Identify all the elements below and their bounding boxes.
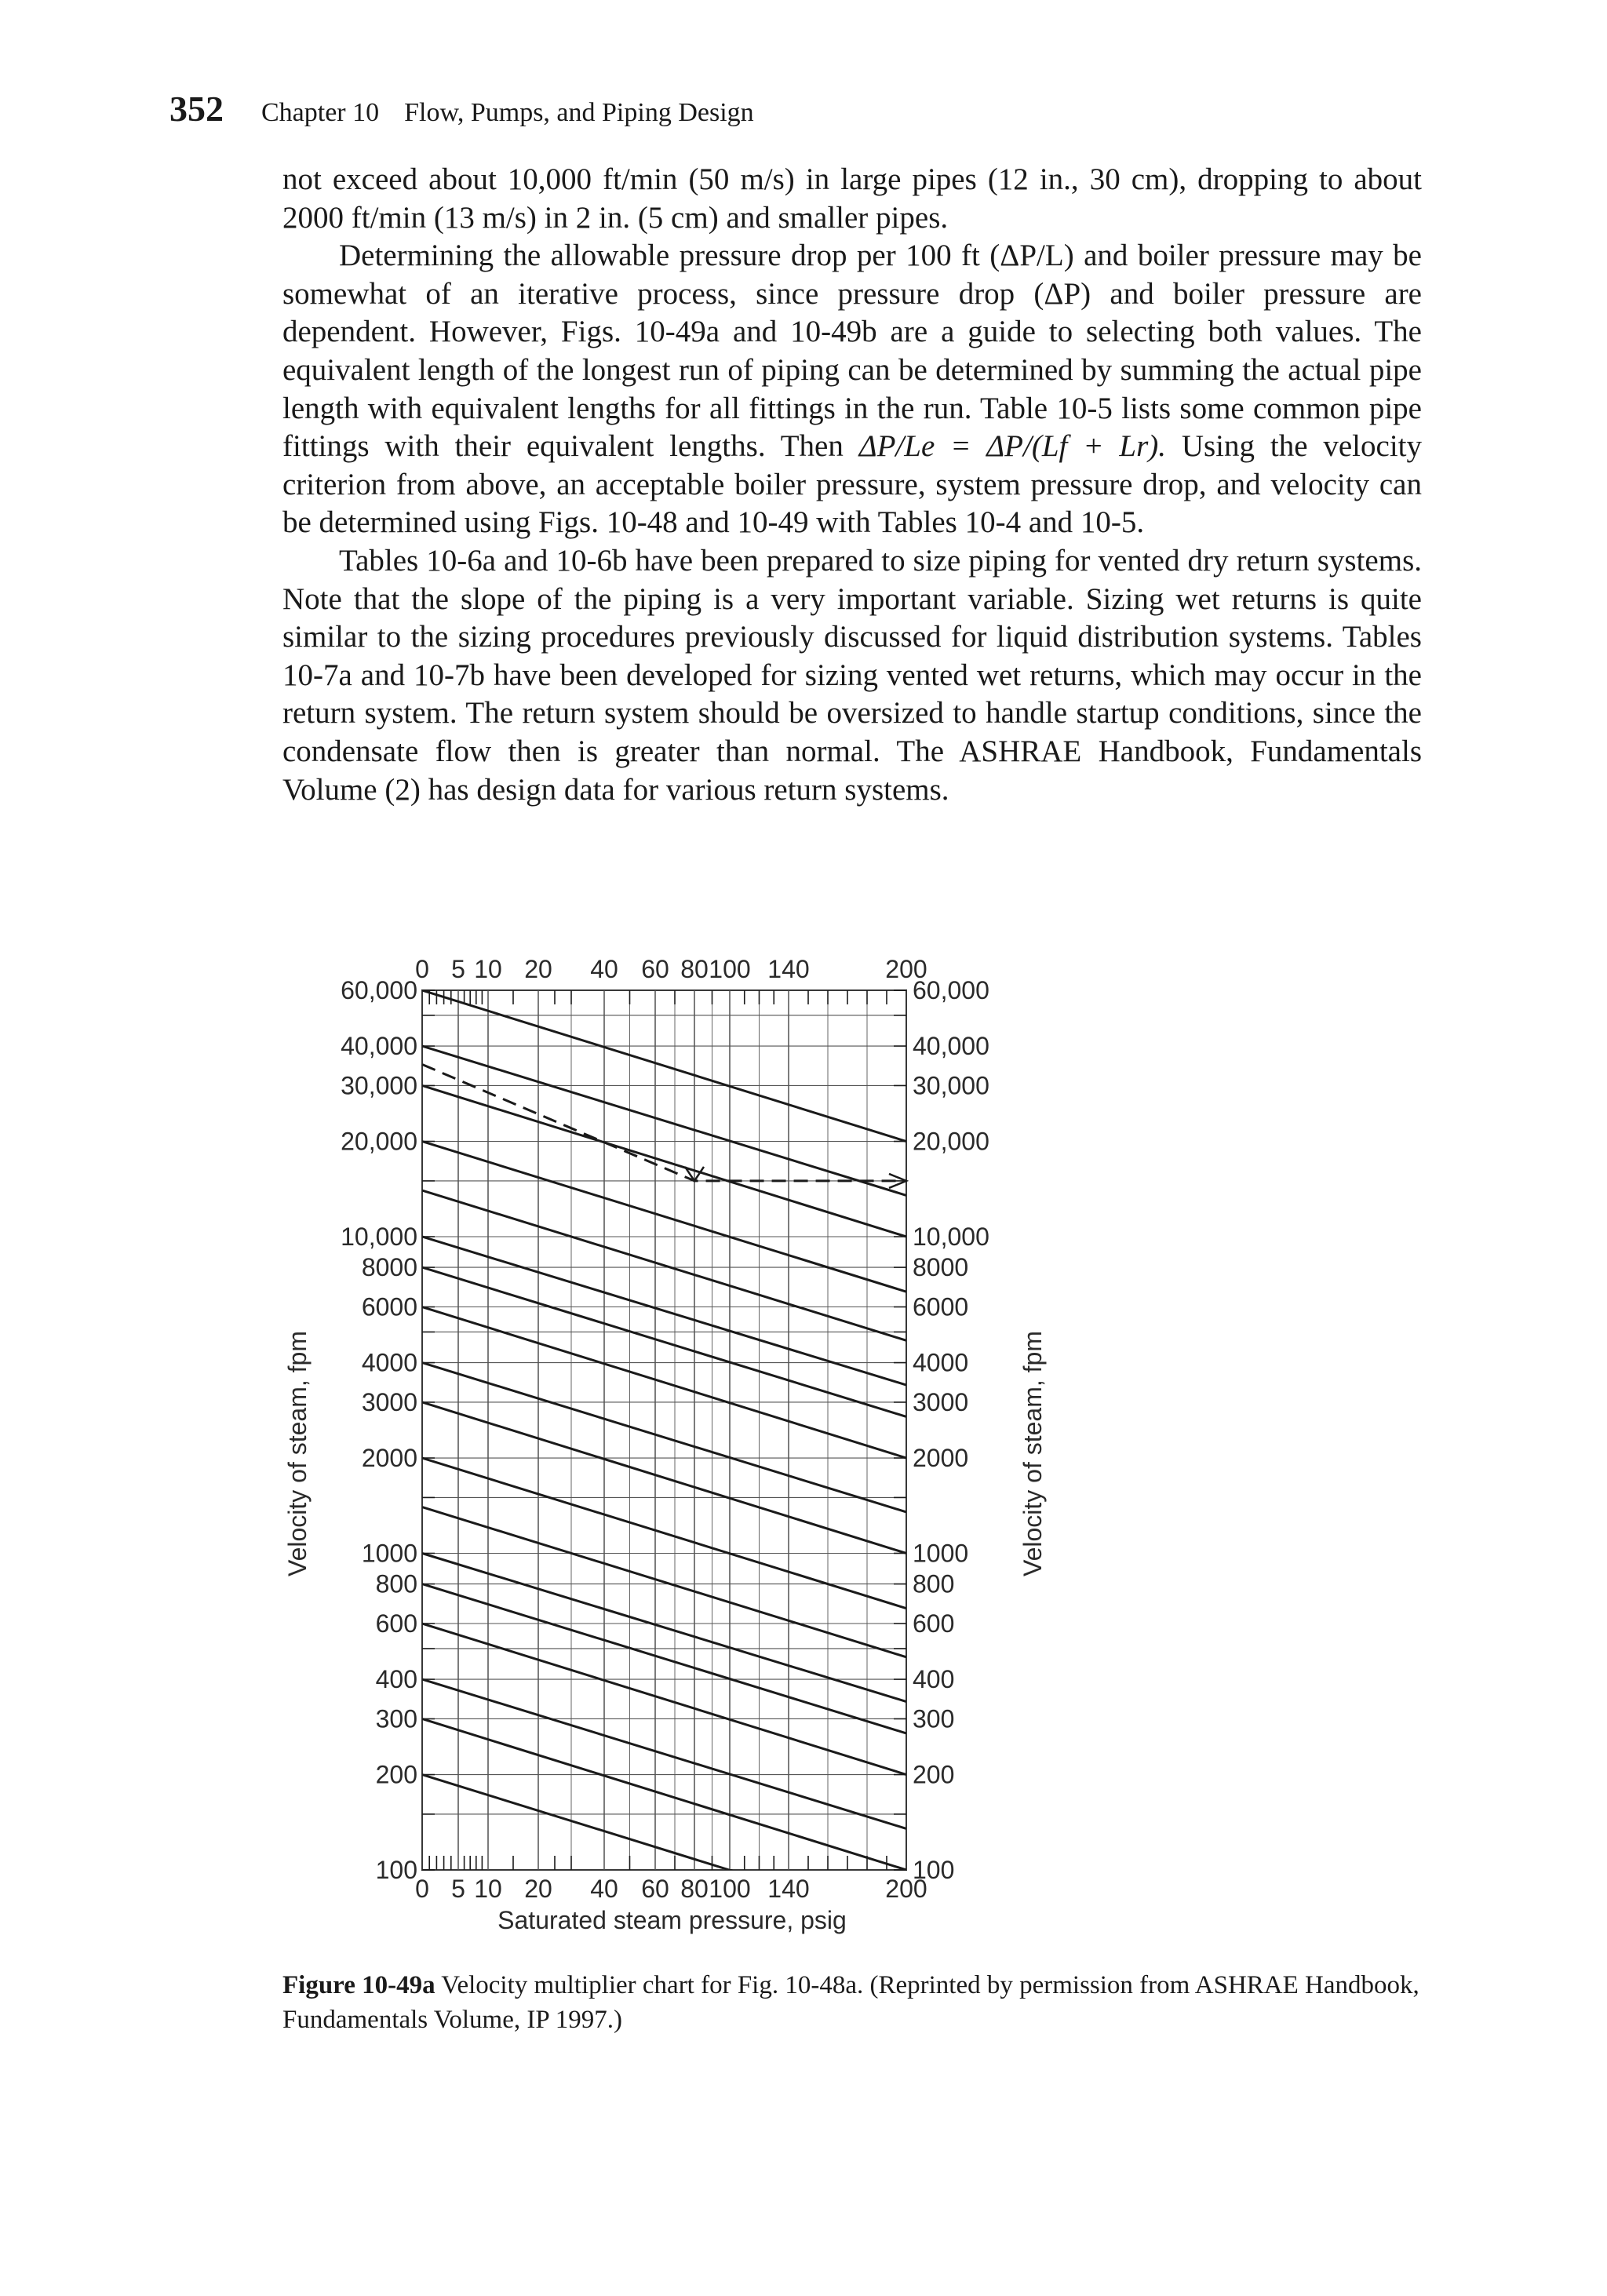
x-tick-label-top: 140 <box>767 955 810 983</box>
chapter-label: Chapter 10 <box>261 98 380 127</box>
y-tick-label-right: 400 <box>913 1665 955 1694</box>
y-tick-label-left: 8000 <box>361 1253 417 1282</box>
x-tick-label-top: 5 <box>451 955 465 983</box>
y-tick-label-left: 6000 <box>361 1292 417 1321</box>
y-tick-label-right: 8000 <box>913 1253 969 1282</box>
x-tick-label-bottom: 5 <box>451 1875 465 1903</box>
y-tick-label-right: 2000 <box>913 1444 969 1473</box>
y-tick-label-left: 300 <box>375 1704 417 1733</box>
chapter-title: Flow, Pumps, and Piping Design <box>404 98 754 127</box>
series-line-7 <box>422 1267 906 1416</box>
y-tick-label-right: 1000 <box>913 1539 969 1568</box>
y-tick-label-left: 10,000 <box>341 1222 417 1251</box>
y-tick-label-right: 30,000 <box>913 1071 989 1100</box>
caption-text: Velocity multiplier chart for Fig. 10-48a. (Reprinted by permission from ASHRAE Handbook, Fundamentals Volume, IP 1997.) <box>282 1971 1419 2034</box>
x-tick-label-top: 60 <box>641 955 669 983</box>
series-line-4 <box>422 1142 906 1292</box>
x-tick-label-bottom: 10 <box>474 1875 502 1903</box>
paragraph-2-part-a: Determining the allowable pressure drop per 100 ft (ΔP/L) and boiler pressure may be somewhat of an iterative process, since pressure drop (ΔP) and boiler pressure are dependent. However, Figs. 10-49a and 10-49b are a guide to selecting both values. The equivalent length of the longest run of piping can be determined by summing the actual pipe length with equivalent lengths for all fittings in the run. Table 10-5 lists some common pipe fittings with their equivalent lengths. Then <box>282 239 1422 464</box>
y-tick-label-right: 800 <box>913 1569 955 1598</box>
y-tick-label-left: 30,000 <box>341 1071 417 1100</box>
y-tick-label-left: 40,000 <box>341 1032 417 1061</box>
paragraph-3: Tables 10-6a and 10-6b have been prepared to size piping for vented dry return systems. Note that the slope of the piping is a very important variable. Sizing wet returns is quite similar to the sizing procedures previously discussed for liquid distribution systems. Tables 10-7a and 10-7b have been developed for sizing vented wet returns, which may occur in the return system. The return system should be oversized to handle startup conditions, since the condensate flow then is greater than normal. The ASHRAE Handbook, Fundamentals Volume (2) has design data for various return systems. <box>282 543 1422 807</box>
y-tick-label-right: 10,000 <box>913 1222 989 1251</box>
body-text <box>282 161 1422 809</box>
y-tick-label-right: 600 <box>913 1609 955 1638</box>
x-tick-label-top: 200 <box>885 955 927 983</box>
paragraph-2-equation: ΔP/Le = ΔP/(Lf + Lr). <box>858 429 1166 464</box>
series-line-2 <box>422 1046 906 1195</box>
series-line-8 <box>422 1307 906 1459</box>
x-tick-label-top: 100 <box>709 955 751 983</box>
y-tick-label-left: 4000 <box>361 1348 417 1377</box>
caption-label: Figure 10-49a <box>282 1971 435 1999</box>
y-tick-label-left: 20,000 <box>341 1127 417 1156</box>
x-tick-label-top: 20 <box>524 955 552 983</box>
y-tick-label-right: 60,000 <box>913 976 989 1004</box>
series-line-16 <box>422 1679 906 1828</box>
y-tick-label-right: 3000 <box>913 1387 969 1416</box>
plot-frame <box>422 990 906 1870</box>
x-tick-label-top: 40 <box>590 955 618 983</box>
paragraph-2 <box>282 237 1422 542</box>
y-tick-label-left: 1000 <box>361 1539 417 1568</box>
series-line-9 <box>422 1363 906 1512</box>
y-tick-label-left: 200 <box>375 1760 417 1789</box>
series-line-1 <box>422 990 906 1142</box>
y-axis-title-left: Velocity of steam, fpm <box>283 1330 312 1577</box>
x-tick-label-bottom: 40 <box>590 1875 618 1903</box>
paragraph-2-part-b: Using the velocity criterion from above, an acceptable boiler pressure, system pressure drop, and velocity can be determined using Figs. 10-48 and 10-49 with Tables 10-4 and 10-5. <box>282 429 1422 540</box>
velocity-multiplier-figure <box>282 946 1067 1962</box>
y-tick-label-right: 40,000 <box>913 1032 989 1061</box>
series-line-14 <box>422 1584 906 1733</box>
y-tick-label-left: 2000 <box>361 1444 417 1473</box>
paragraph-1: not exceed about 10,000 ft/min (50 m/s) in large pipes (12 in., 30 cm), dropping to about 2000 ft/min (13 m/s) in 2 in. (5 cm) and smaller pipes. <box>282 162 1422 235</box>
y-tick-label-left: 800 <box>375 1569 417 1598</box>
y-axis-title-right: Velocity of steam, fpm <box>1018 1330 1047 1577</box>
series-line-11 <box>422 1458 906 1609</box>
y-tick-label-left: 60,000 <box>341 976 417 1004</box>
x-tick-label-bottom: 100 <box>709 1875 751 1903</box>
page-number: 352 <box>169 89 224 129</box>
x-tick-label-top: 80 <box>680 955 709 983</box>
series-line-17 <box>422 1718 906 1870</box>
y-tick-label-left: 100 <box>375 1856 417 1884</box>
x-tick-label-top: 0 <box>415 955 429 983</box>
y-tick-label-left: 600 <box>375 1609 417 1638</box>
y-tick-label-right: 20,000 <box>913 1127 989 1156</box>
y-tick-label-right: 200 <box>913 1760 955 1789</box>
series-line-15 <box>422 1624 906 1775</box>
page-header <box>169 88 754 135</box>
y-tick-label-right: 6000 <box>913 1292 969 1321</box>
y-tick-label-left: 3000 <box>361 1387 417 1416</box>
x-tick-label-bottom: 60 <box>641 1875 669 1903</box>
x-tick-label-bottom: 200 <box>885 1875 927 1903</box>
figure-caption <box>282 1968 1422 2037</box>
x-tick-label-bottom: 140 <box>767 1875 810 1903</box>
velocity-chart <box>282 946 1067 1958</box>
x-tick-label-top: 10 <box>474 955 502 983</box>
y-tick-label-right: 4000 <box>913 1348 969 1377</box>
y-tick-label-right: 300 <box>913 1704 955 1733</box>
x-tick-label-bottom: 80 <box>680 1875 709 1903</box>
x-tick-label-bottom: 0 <box>415 1875 429 1903</box>
y-tick-label-left: 400 <box>375 1665 417 1694</box>
y-tick-label-right: 100 <box>913 1856 955 1884</box>
x-tick-label-bottom: 20 <box>524 1875 552 1903</box>
x-axis-title: Saturated steam pressure, psig <box>497 1906 847 1934</box>
